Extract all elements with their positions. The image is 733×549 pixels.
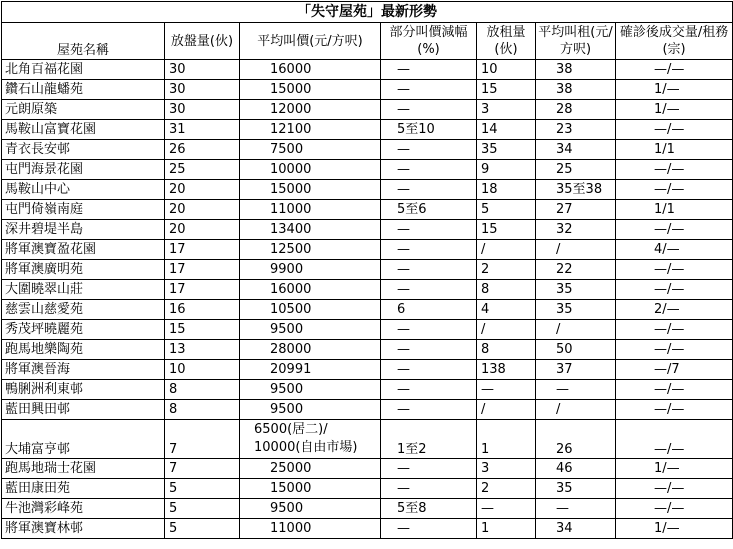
cell-avg-ask-price: 10000	[240, 160, 381, 180]
cell-avg-ask-price: 9500	[240, 320, 381, 340]
cell-avg-ask-rent: —	[536, 499, 616, 519]
cell-rent-listings: 5	[477, 200, 536, 220]
table-header-row	[2, 23, 733, 60]
cell-price-cut: —	[381, 100, 477, 120]
cell-listings: 17	[165, 240, 240, 260]
cell-avg-ask-rent: 32	[536, 220, 616, 240]
cell-avg-ask-rent: 38	[536, 80, 616, 100]
table-row	[2, 340, 733, 360]
cell-rent-listings: 14	[477, 120, 536, 140]
cell-confirmed-deals: —/—	[616, 499, 733, 519]
cell-confirmed-deals: —/—	[616, 320, 733, 340]
header-confirmed-deals: 確診後成交量/租務(宗)	[616, 23, 733, 60]
cell-confirmed-deals: 1/—	[616, 80, 733, 100]
table-row	[2, 320, 733, 340]
cell-avg-ask-price: 20991	[240, 360, 381, 380]
table-row	[2, 260, 733, 280]
cell-avg-ask-price: 28000	[240, 340, 381, 360]
cell-rent-listings: 15	[477, 80, 536, 100]
cell-listings: 8	[165, 380, 240, 400]
cell-listings: 7	[165, 459, 240, 479]
cell-rent-listings: 2	[477, 479, 536, 499]
cell-confirmed-deals: 1/1	[616, 200, 733, 220]
table-row	[2, 200, 733, 220]
cell-avg-ask-price: 9500	[240, 400, 381, 420]
header-avg-ask-rent: 平均叫租(元/方呎)	[536, 23, 616, 60]
cell-rent-listings: /	[477, 400, 536, 420]
table-row	[2, 459, 733, 479]
cell-avg-ask-rent: 35至38	[536, 180, 616, 200]
cell-avg-ask-rent: 34	[536, 140, 616, 160]
table-row	[2, 140, 733, 160]
cell-listings: 25	[165, 160, 240, 180]
header-avg-ask-price: 平均叫價(元/方呎)	[240, 23, 381, 60]
cell-price-cut: —	[381, 80, 477, 100]
cell-estate-name: 將軍澳寶林邨	[2, 519, 165, 539]
table-row	[2, 479, 733, 499]
cell-price-cut: 5至6	[381, 200, 477, 220]
cell-avg-ask-price: 12100	[240, 120, 381, 140]
cell-listings: 30	[165, 60, 240, 80]
table-row	[2, 300, 733, 320]
cell-avg-ask-price: 11000	[240, 200, 381, 220]
cell-price-cut: —	[381, 180, 477, 200]
cell-listings: 20	[165, 200, 240, 220]
cell-confirmed-deals: 2/—	[616, 300, 733, 320]
cell-estate-name: 大埔富亨邨	[2, 420, 165, 459]
cell-avg-ask-rent: 35	[536, 300, 616, 320]
cell-estate-name: 牛池灣彩峰苑	[2, 499, 165, 519]
table-row	[2, 420, 733, 459]
cell-avg-ask-rent: 35	[536, 280, 616, 300]
cell-rent-listings: —	[477, 380, 536, 400]
cell-rent-listings: 3	[477, 100, 536, 120]
cell-estate-name: 北角百福花園	[2, 60, 165, 80]
cell-estate-name: 藍田興田邨	[2, 400, 165, 420]
table-row	[2, 360, 733, 380]
cell-avg-ask-price: 6500(居二)/ 10000(自由市場)	[240, 420, 381, 459]
cell-rent-listings: 138	[477, 360, 536, 380]
cell-rent-listings: 18	[477, 180, 536, 200]
cell-rent-listings: 9	[477, 160, 536, 180]
table-row	[2, 180, 733, 200]
cell-price-cut: —	[381, 360, 477, 380]
cell-price-cut: —	[381, 140, 477, 160]
cell-confirmed-deals: 1/—	[616, 100, 733, 120]
cell-rent-listings: 4	[477, 300, 536, 320]
cell-listings: 30	[165, 100, 240, 120]
table-row	[2, 499, 733, 519]
table-row	[2, 60, 733, 80]
cell-avg-ask-price: 9500	[240, 380, 381, 400]
cell-estate-name: 青衣長安邨	[2, 140, 165, 160]
cell-confirmed-deals: —/—	[616, 220, 733, 240]
cell-listings: 17	[165, 280, 240, 300]
cell-avg-ask-rent: /	[536, 320, 616, 340]
cell-estate-name: 大圍曉翠山莊	[2, 280, 165, 300]
cell-rent-listings: —	[477, 499, 536, 519]
cell-listings: 20	[165, 180, 240, 200]
cell-confirmed-deals: —/—	[616, 340, 733, 360]
cell-confirmed-deals: 4/—	[616, 240, 733, 260]
cell-rent-listings: 15	[477, 220, 536, 240]
cell-rent-listings: 1	[477, 420, 536, 459]
cell-listings: 8	[165, 400, 240, 420]
cell-listings: 5	[165, 519, 240, 539]
table-row	[2, 519, 733, 539]
cell-price-cut: —	[381, 519, 477, 539]
cell-confirmed-deals: —/—	[616, 280, 733, 300]
cell-rent-listings: 1	[477, 519, 536, 539]
cell-price-cut: —	[381, 240, 477, 260]
header-rent-listings: 放租量(伙)	[477, 23, 536, 60]
cell-listings: 16	[165, 300, 240, 320]
header-listings: 放盤量(伙)	[165, 23, 240, 60]
cell-listings: 20	[165, 220, 240, 240]
cell-avg-ask-rent: /	[536, 240, 616, 260]
cell-price-cut: —	[381, 280, 477, 300]
table-body	[2, 60, 733, 539]
cell-estate-name: 將軍澳晉海	[2, 360, 165, 380]
cell-avg-ask-rent: /	[536, 400, 616, 420]
cell-listings: 17	[165, 260, 240, 280]
table-row	[2, 400, 733, 420]
cell-avg-ask-price: 16000	[240, 280, 381, 300]
cell-avg-ask-rent: 22	[536, 260, 616, 280]
cell-listings: 15	[165, 320, 240, 340]
table-title-row	[2, 2, 733, 23]
cell-price-cut: 1至2	[381, 420, 477, 459]
cell-listings: 26	[165, 140, 240, 160]
cell-confirmed-deals: —/7	[616, 360, 733, 380]
cell-estate-name: 鴨脷洲利東邨	[2, 380, 165, 400]
cell-avg-ask-rent: 27	[536, 200, 616, 220]
cell-avg-ask-rent: —	[536, 380, 616, 400]
cell-avg-ask-price: 16000	[240, 60, 381, 80]
cell-rent-listings: 35	[477, 140, 536, 160]
cell-estate-name: 鑽石山龍蟠苑	[2, 80, 165, 100]
cell-confirmed-deals: —/—	[616, 420, 733, 459]
cell-estate-name: 馬鞍山中心	[2, 180, 165, 200]
table-row	[2, 100, 733, 120]
cell-rent-listings: 10	[477, 60, 536, 80]
cell-estate-name: 元朗原築	[2, 100, 165, 120]
cell-listings: 30	[165, 80, 240, 100]
cell-price-cut: —	[381, 459, 477, 479]
table-row	[2, 120, 733, 140]
cell-confirmed-deals: 1/—	[616, 519, 733, 539]
cell-price-cut: —	[381, 160, 477, 180]
cell-price-cut: 5至8	[381, 499, 477, 519]
cell-confirmed-deals: —/—	[616, 180, 733, 200]
cell-confirmed-deals: 1/—	[616, 459, 733, 479]
cell-price-cut: —	[381, 340, 477, 360]
cell-listings: 10	[165, 360, 240, 380]
cell-estate-name: 屯門倚嶺南庭	[2, 200, 165, 220]
cell-price-cut: 6	[381, 300, 477, 320]
cell-avg-ask-price: 9900	[240, 260, 381, 280]
cell-confirmed-deals: —/—	[616, 160, 733, 180]
cell-avg-ask-rent: 23	[536, 120, 616, 140]
table-row	[2, 80, 733, 100]
cell-confirmed-deals: —/—	[616, 380, 733, 400]
cell-price-cut: 5至10	[381, 120, 477, 140]
cell-confirmed-deals: —/—	[616, 120, 733, 140]
cell-avg-ask-price: 9500	[240, 499, 381, 519]
cell-avg-ask-rent: 25	[536, 160, 616, 180]
cell-estate-name: 慈雲山慈愛苑	[2, 300, 165, 320]
header-price-cut: 部分叫價減幅(%)	[381, 23, 477, 60]
cell-estate-name: 跑馬地瑞士花園	[2, 459, 165, 479]
cell-avg-ask-rent: 38	[536, 60, 616, 80]
cell-listings: 5	[165, 499, 240, 519]
cell-avg-ask-rent: 26	[536, 420, 616, 459]
cell-price-cut: —	[381, 400, 477, 420]
cell-avg-ask-price: 11000	[240, 519, 381, 539]
cell-rent-listings: /	[477, 240, 536, 260]
cell-price-cut: —	[381, 380, 477, 400]
table-row	[2, 280, 733, 300]
cell-estate-name: 將軍澳寶盈花園	[2, 240, 165, 260]
cell-rent-listings: /	[477, 320, 536, 340]
cell-confirmed-deals: —/—	[616, 400, 733, 420]
cell-estate-name: 將軍澳廣明苑	[2, 260, 165, 280]
cell-estate-name: 秀茂坪曉麗苑	[2, 320, 165, 340]
cell-avg-ask-rent: 28	[536, 100, 616, 120]
cell-avg-ask-rent: 37	[536, 360, 616, 380]
cell-price-cut: —	[381, 220, 477, 240]
table-row	[2, 160, 733, 180]
cell-listings: 13	[165, 340, 240, 360]
cell-estate-name: 馬鞍山富寶花園	[2, 120, 165, 140]
cell-avg-ask-price: 13400	[240, 220, 381, 240]
cell-price-cut: —	[381, 479, 477, 499]
cell-avg-ask-price: 12500	[240, 240, 381, 260]
cell-avg-ask-price: 25000	[240, 459, 381, 479]
cell-rent-listings: 8	[477, 340, 536, 360]
cell-rent-listings: 8	[477, 280, 536, 300]
table-row	[2, 220, 733, 240]
table-title: 「失守屋苑」最新形勢	[2, 2, 733, 23]
cell-listings: 31	[165, 120, 240, 140]
cell-avg-ask-rent: 50	[536, 340, 616, 360]
cell-avg-ask-price: 15000	[240, 479, 381, 499]
table-row	[2, 380, 733, 400]
cell-avg-ask-price: 15000	[240, 180, 381, 200]
cell-confirmed-deals: —/—	[616, 479, 733, 499]
cell-listings: 5	[165, 479, 240, 499]
cell-avg-ask-rent: 34	[536, 519, 616, 539]
cell-avg-ask-price: 12000	[240, 100, 381, 120]
cell-avg-ask-price: 10500	[240, 300, 381, 320]
cell-estate-name: 深井碧堤半島	[2, 220, 165, 240]
cell-price-cut: —	[381, 260, 477, 280]
cell-price-cut: —	[381, 320, 477, 340]
estate-table	[1, 1, 733, 539]
cell-avg-ask-rent: 46	[536, 459, 616, 479]
cell-avg-ask-price: 7500	[240, 140, 381, 160]
cell-estate-name: 跑馬地樂陶苑	[2, 340, 165, 360]
cell-avg-ask-price: 15000	[240, 80, 381, 100]
cell-estate-name: 藍田康田苑	[2, 479, 165, 499]
cell-confirmed-deals: —/—	[616, 260, 733, 280]
cell-confirmed-deals: —/—	[616, 60, 733, 80]
cell-estate-name: 屯門海景花園	[2, 160, 165, 180]
cell-avg-ask-rent: 35	[536, 479, 616, 499]
cell-price-cut: —	[381, 60, 477, 80]
cell-listings: 7	[165, 420, 240, 459]
header-name: 屋苑名稱	[2, 23, 165, 60]
cell-rent-listings: 2	[477, 260, 536, 280]
cell-confirmed-deals: 1/1	[616, 140, 733, 160]
cell-rent-listings: 3	[477, 459, 536, 479]
table-row	[2, 240, 733, 260]
